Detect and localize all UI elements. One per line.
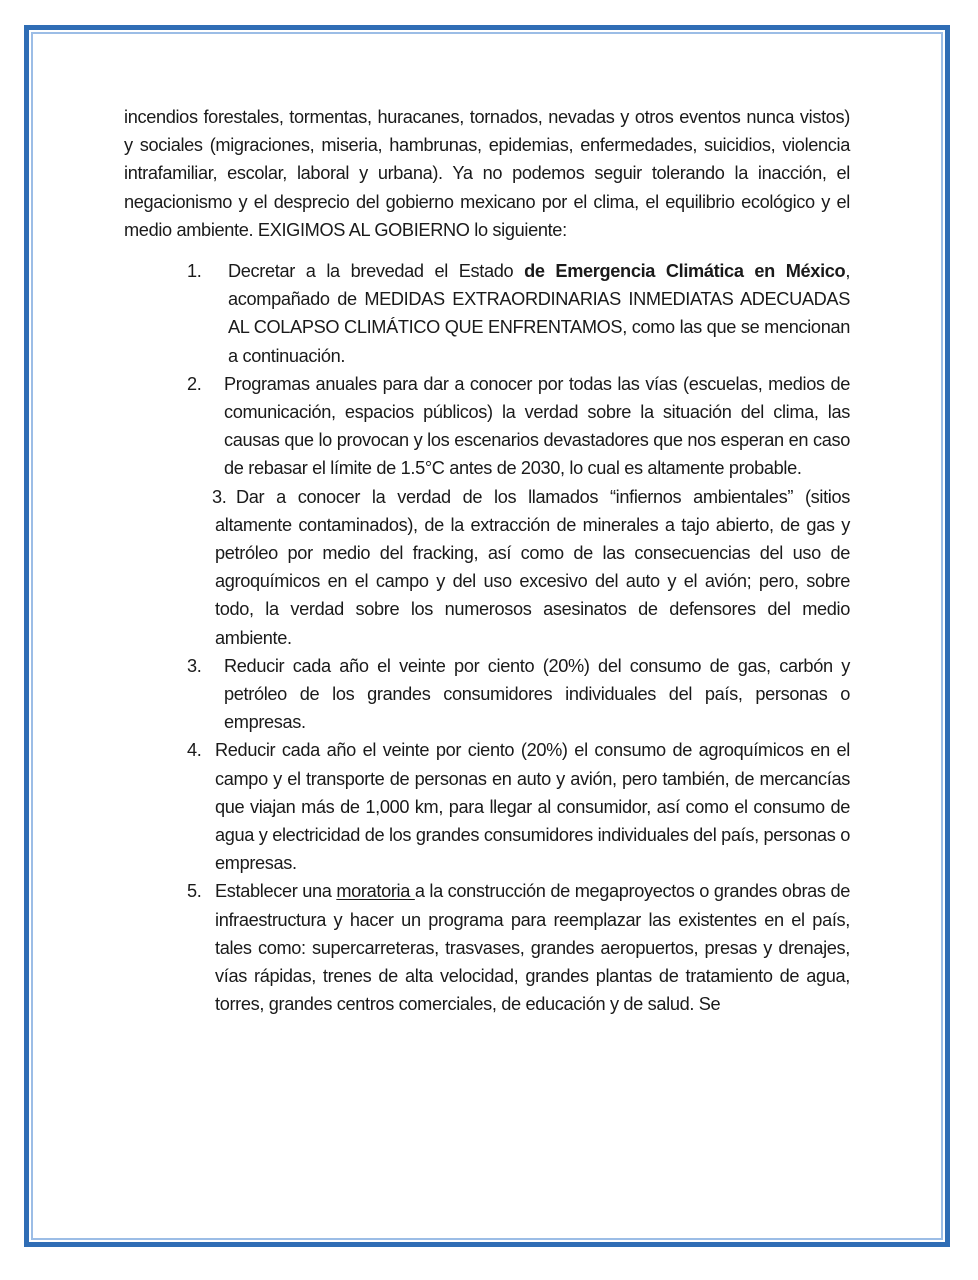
list-item <box>124 483 850 652</box>
list-item-text: Programas anuales para dar a conocer por todas las vías (escuelas, medios de comunicación, espacios públicos) la verdad sobre la situación del clima, las causas que lo provocan y los escenarios devastadores que nos esperan en caso de rebasar el límite de 1.5°C antes de 2030, lo cual es altamente probable. <box>224 373 850 479</box>
list-item-number: 3. <box>187 655 202 676</box>
list-item-number: 4. <box>187 740 202 761</box>
list-item-text: Reducir cada año el veinte por ciento (20%) del consumo de gas, carbón y petróleo de los grandes consumidores individuales del país, personas o empresas. <box>224 655 850 733</box>
list-item <box>124 736 850 877</box>
list-item <box>124 257 850 370</box>
list-item-text <box>215 257 850 370</box>
list-item-text-plain: Establecer una <box>215 881 337 902</box>
list-item <box>124 877 850 1018</box>
emphasis-moratoria: moratoria <box>336 881 415 902</box>
list-item-number: 2. <box>187 373 202 394</box>
intro-text: incendios forestales, tormentas, huracanes, tornados, nevadas y otros eventos nunca vistos) y sociales (migraciones, miseria, hambrunas, epidemias, enfermedades, suicidios, violencia intrafamiliar, escolar, laboral y urbana). Ya no podemos seguir tolerando la inacción, el negacionismo y el desprecio del gobierno mexicano por el clima, el equilibrio ecológico y el medio ambiente. EXIGIMOS AL GOBIERNO lo siguiente: <box>124 107 850 240</box>
list-item-text-plain: , acompañado de MEDIDAS EXTRAORDINARIAS INMEDIATAS ADECUADAS AL COLAPSO CLIMÁTICO QUE ENFRENTAMOS, como las que se mencionan a continuación. <box>228 261 851 366</box>
demands-list <box>124 257 850 1018</box>
list-item <box>124 370 850 483</box>
list-item-number: 5. <box>187 881 202 902</box>
emphasis-emergency: de Emergencia Climática en México <box>524 261 846 282</box>
list-item-text: Reducir cada año el veinte por ciento (20%) el consumo de agroquímicos en el campo y el transporte de personas en auto y avión, pero también, de mercancías que viajan más de 1,000 km, para llegar al consumidor, así como el consumo de agua y electricidad de los grandes consumidores individuales del país, personas o empresas. <box>215 740 850 874</box>
list-item-text: Dar a conocer la verdad de los llamados “infiernos ambientales” (sitios altamente contaminados), de la extracción de minerales a tajo abierto, de gas y petróleo por medio del fracking, así como de las consecuencias del uso de agroquímicos en el campo y del uso excesivo del auto y el avión; pero, sobre todo, la verdad sobre los numerosos asesinatos de defensores del medio ambiente. <box>215 486 850 648</box>
list-item-text-plain: Decretar a la brevedad el Estado <box>228 261 525 282</box>
list-item-text-plain: a la construcción de megaproyectos o grandes obras de infraestructura y hacer un programa para reemplazar las existentes en el país, tales como: supercarreteras, trasvases, grandes aeropuertos, presas y drenajes, vías rápidas, trenes de alta velocidad, grandes plantas de tratamiento de agua, torres, grandes centros comerciales, de educación y de salud. Se <box>215 881 851 1015</box>
list-item <box>124 652 850 737</box>
list-item-number: 3. <box>212 486 227 507</box>
list-item-number: 1. <box>187 261 202 282</box>
list-item-text <box>215 877 850 1018</box>
document-body <box>124 103 850 1019</box>
intro-paragraph <box>124 103 850 244</box>
